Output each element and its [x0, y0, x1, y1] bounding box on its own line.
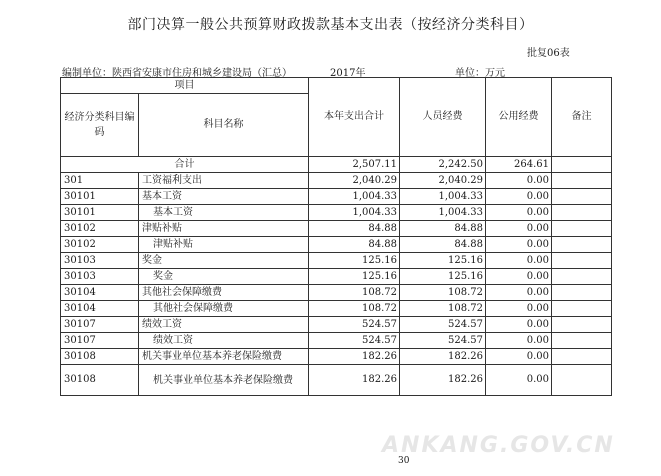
- row-total: 524.57: [309, 333, 400, 349]
- row-total: 84.88: [309, 237, 400, 253]
- total-personnel: 2,242.50: [400, 157, 486, 173]
- header-name: 科目名称: [139, 94, 309, 157]
- row-personnel: 84.88: [400, 237, 486, 253]
- row-remark: [552, 365, 612, 396]
- total-amount: 2,507.11: [309, 157, 400, 173]
- table-row: [61, 285, 612, 301]
- row-personnel: 524.57: [400, 333, 486, 349]
- total-remark: [552, 157, 612, 173]
- row-personnel: 2,040.29: [400, 173, 486, 189]
- table-row: [61, 205, 612, 221]
- row-public: 0.00: [486, 173, 552, 189]
- table-row: [61, 349, 612, 365]
- row-personnel: 1,004.33: [400, 205, 486, 221]
- row-personnel: 1,004.33: [400, 189, 486, 205]
- document-title: 部门决算一般公共预算财政拨款基本支出表（按经济分类科目）: [127, 17, 534, 33]
- row-remark: [552, 173, 612, 189]
- row-public: 0.00: [486, 221, 552, 237]
- header-remark: 备注: [552, 78, 612, 157]
- table-row: [61, 253, 612, 269]
- row-name: 基本工资: [139, 205, 309, 221]
- row-total: 1,004.33: [309, 205, 400, 221]
- row-personnel: 524.57: [400, 317, 486, 333]
- table-row: [61, 173, 612, 189]
- table-row: [61, 269, 612, 285]
- fiscal-year: 2017年: [330, 68, 366, 79]
- row-code: 30104: [61, 301, 139, 317]
- total-label: 合计: [61, 157, 309, 173]
- row-code: 30108: [61, 349, 139, 365]
- row-public: 0.00: [486, 333, 552, 349]
- row-name: 其他社会保障缴费: [139, 285, 309, 301]
- form-number: 批复06表: [527, 48, 570, 59]
- row-code: 301: [61, 173, 139, 189]
- row-total: 1,004.33: [309, 189, 400, 205]
- row-code: 30107: [61, 333, 139, 349]
- row-code: 30107: [61, 317, 139, 333]
- row-name: 其他社会保障缴费: [139, 301, 309, 317]
- currency-unit: 单位：万元: [455, 68, 505, 79]
- row-code: 30108: [61, 365, 139, 396]
- row-remark: [552, 221, 612, 237]
- row-name: 津贴补贴: [139, 221, 309, 237]
- header-personnel: 人员经费: [400, 78, 486, 157]
- row-code: 30101: [61, 205, 139, 221]
- row-total: 84.88: [309, 221, 400, 237]
- row-total: 108.72: [309, 301, 400, 317]
- row-public: 0.00: [486, 269, 552, 285]
- row-remark: [552, 237, 612, 253]
- row-public: 0.00: [486, 189, 552, 205]
- table-row: [61, 189, 612, 205]
- row-remark: [552, 269, 612, 285]
- row-name: 绩效工资: [139, 317, 309, 333]
- row-name: 奖金: [139, 253, 309, 269]
- row-personnel: 108.72: [400, 301, 486, 317]
- row-remark: [552, 205, 612, 221]
- row-remark: [552, 189, 612, 205]
- total-row: [61, 157, 612, 173]
- site-watermark: ANKANG.GOV.CN: [382, 433, 615, 458]
- header-project: 项目: [61, 78, 309, 94]
- row-name: 机关事业单位基本养老保险缴费: [139, 349, 309, 365]
- row-total: 125.16: [309, 253, 400, 269]
- row-code: 30102: [61, 221, 139, 237]
- table-row: [61, 333, 612, 349]
- row-public: 0.00: [486, 349, 552, 365]
- row-total: 125.16: [309, 269, 400, 285]
- table-row: [61, 365, 612, 396]
- row-name: 绩效工资: [139, 333, 309, 349]
- row-personnel: 125.16: [400, 253, 486, 269]
- row-personnel: 108.72: [400, 285, 486, 301]
- row-code: 30102: [61, 237, 139, 253]
- header-total: 本年支出合计: [309, 78, 400, 157]
- row-personnel: 182.26: [400, 349, 486, 365]
- row-personnel: 125.16: [400, 269, 486, 285]
- header-code: 经济分类科目编码: [61, 94, 139, 157]
- total-public: 264.61: [486, 157, 552, 173]
- row-remark: [552, 333, 612, 349]
- table-row: [61, 237, 612, 253]
- row-name: 基本工资: [139, 189, 309, 205]
- row-public: 0.00: [486, 253, 552, 269]
- table-row: [61, 221, 612, 237]
- row-name: 津贴补贴: [139, 237, 309, 253]
- header-public: 公用经费: [486, 78, 552, 157]
- expenditure-table: [60, 77, 612, 396]
- row-personnel: 84.88: [400, 221, 486, 237]
- row-code: 30103: [61, 253, 139, 269]
- row-name: 工资福利支出: [139, 173, 309, 189]
- row-total: 182.26: [309, 349, 400, 365]
- row-code: 30101: [61, 189, 139, 205]
- row-public: 0.00: [486, 205, 552, 221]
- page-number: 30: [398, 456, 410, 466]
- row-name: 奖金: [139, 269, 309, 285]
- table-row: [61, 317, 612, 333]
- row-remark: [552, 285, 612, 301]
- row-remark: [552, 301, 612, 317]
- row-remark: [552, 253, 612, 269]
- row-total: 524.57: [309, 317, 400, 333]
- row-public: 0.00: [486, 365, 552, 396]
- header-row-1: [61, 78, 612, 94]
- row-public: 0.00: [486, 285, 552, 301]
- row-remark: [552, 317, 612, 333]
- row-public: 0.00: [486, 237, 552, 253]
- row-total: 2,040.29: [309, 173, 400, 189]
- row-personnel: 182.26: [400, 365, 486, 396]
- row-name: 机关事业单位基本养老保险缴费: [139, 365, 309, 396]
- table-row: [61, 301, 612, 317]
- row-remark: [552, 349, 612, 365]
- row-public: 0.00: [486, 317, 552, 333]
- row-code: 30103: [61, 269, 139, 285]
- row-public: 0.00: [486, 301, 552, 317]
- compiling-unit: 编制单位：陕西省安康市住房和城乡建设局（汇总）: [62, 68, 292, 79]
- row-total: 182.26: [309, 365, 400, 396]
- row-code: 30104: [61, 285, 139, 301]
- row-total: 108.72: [309, 285, 400, 301]
